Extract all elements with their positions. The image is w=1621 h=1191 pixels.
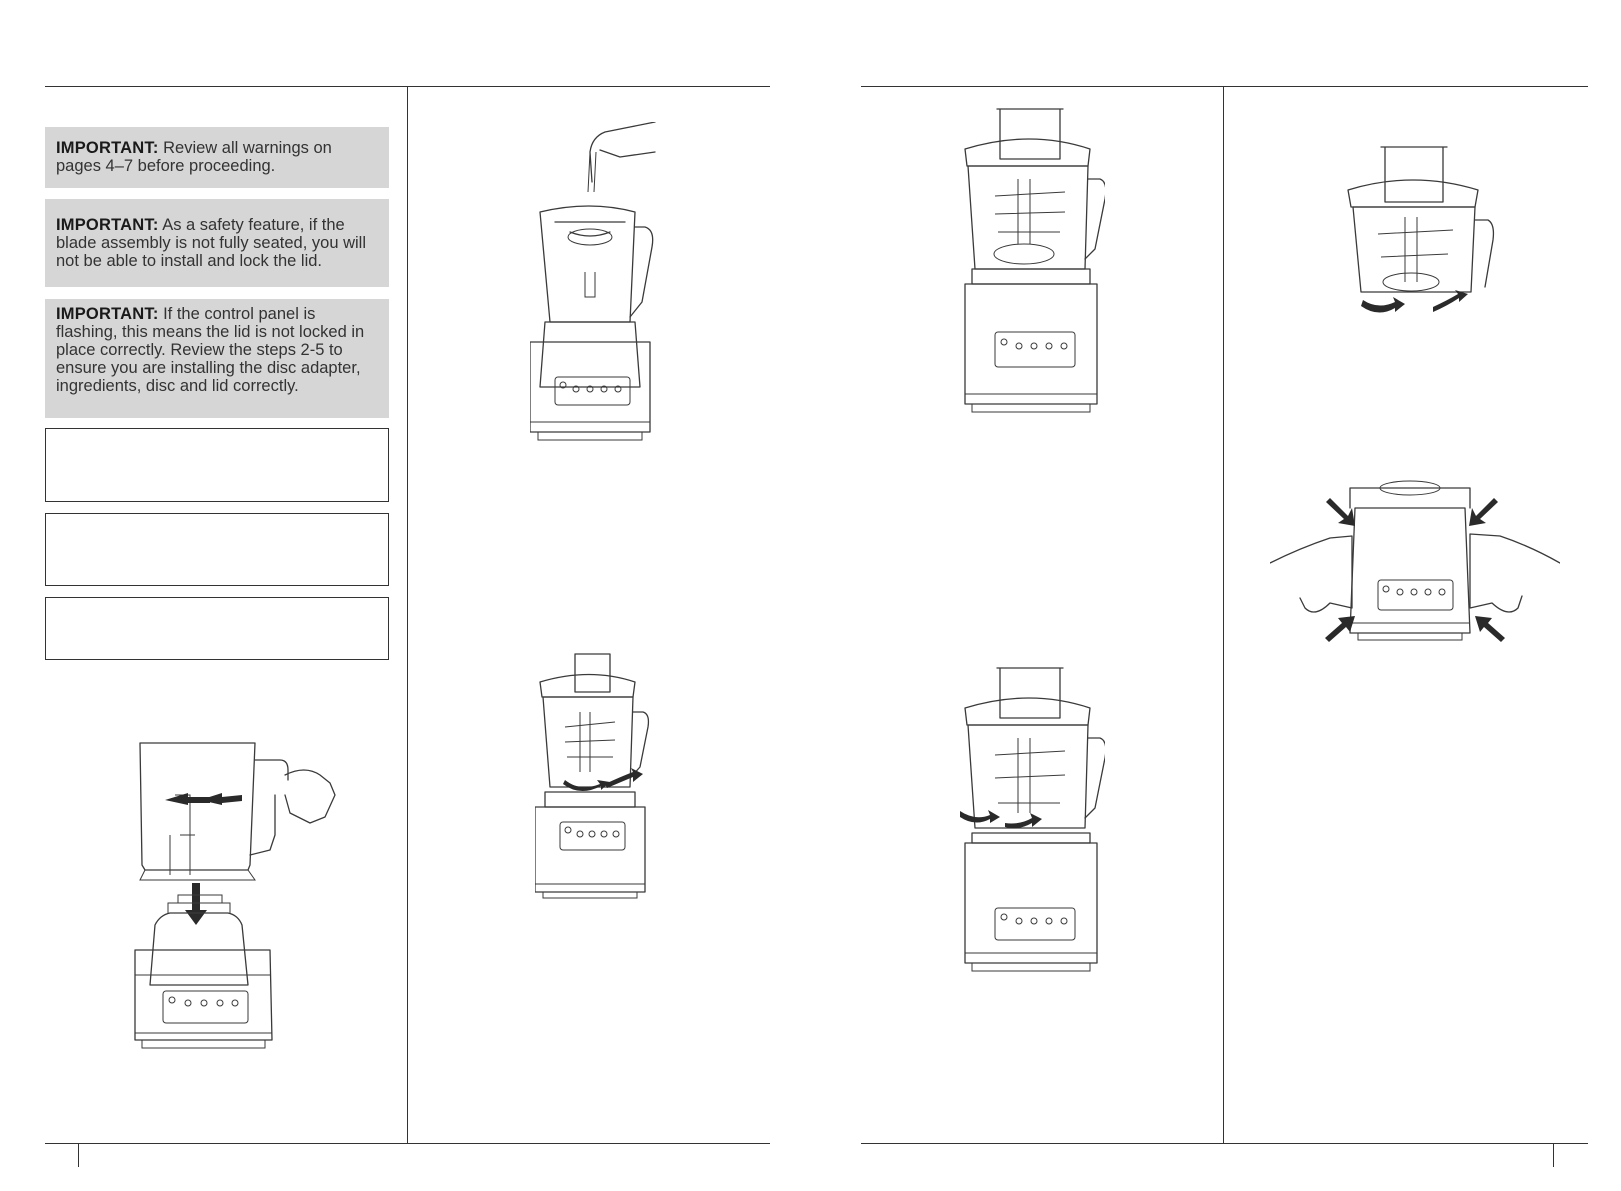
lid-twist-lock-illustration	[960, 663, 1105, 978]
note-text: If the control panel is flashing, this means the lid is not locked in place correctly. Review the steps 2-5 to ensure you are installing the disc adapter, ingredients, disc and lid correctly.	[56, 305, 365, 395]
bowl-onto-base-illustration	[130, 735, 340, 1060]
page-tick-left	[78, 1143, 79, 1167]
lid-twist-arrows-illustration	[1343, 142, 1498, 322]
blade-install-illustration	[530, 122, 680, 452]
important-note-blade-seated	[45, 199, 389, 287]
important-note-control-panel	[45, 299, 389, 418]
column-divider-2	[1223, 86, 1224, 1144]
bowl-twist-lock-illustration	[535, 652, 660, 902]
note-label: IMPORTANT:	[56, 305, 159, 323]
empty-box-1	[45, 428, 389, 502]
note-text: As a safety feature, if the blade assembly is not fully seated, you will not be able to install and lock the lid.	[56, 216, 366, 270]
lid-installed-illustration	[960, 104, 1105, 419]
empty-box-2	[45, 513, 389, 586]
important-note-warnings	[45, 127, 389, 188]
bottom-rule-right	[861, 1143, 1588, 1144]
column-divider-1	[407, 86, 408, 1144]
empty-box-3	[45, 597, 389, 660]
note-text: Review all warnings on pages 4–7 before proceeding.	[56, 139, 332, 175]
note-label: IMPORTANT:	[56, 216, 159, 234]
press-release-illustration	[1270, 478, 1560, 658]
top-rule-right	[861, 86, 1588, 87]
page-tick-right	[1553, 1143, 1554, 1167]
note-label: IMPORTANT:	[56, 139, 159, 157]
